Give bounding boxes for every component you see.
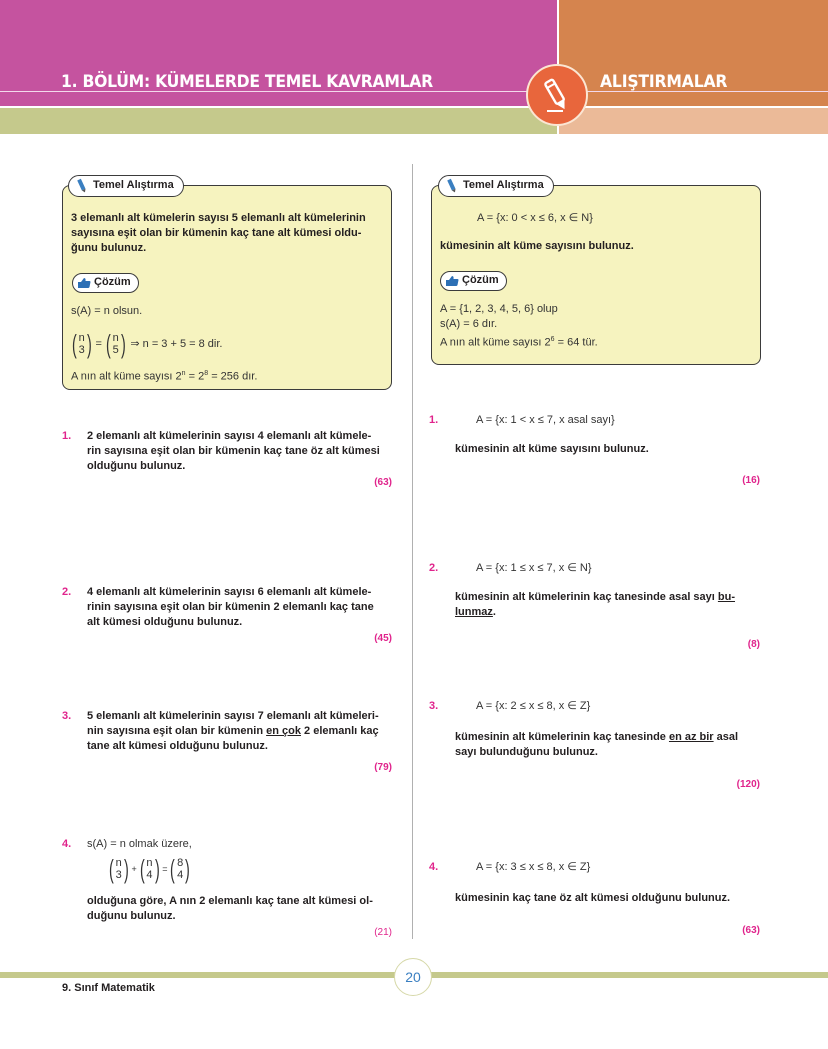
thumbs-up-icon	[445, 275, 459, 287]
pencil-icon	[75, 178, 89, 194]
emphasis-underline: lunmaz	[455, 606, 493, 618]
pencil-badge	[526, 64, 588, 126]
answer-key: (63)	[742, 925, 760, 936]
binomial-equation: ( n 3 ) + ( n 4 ) = ( 8 4 )	[108, 854, 190, 884]
answer-key: (63)	[374, 477, 392, 488]
footer-book-label: 9. Sınıf Matematik	[62, 982, 155, 994]
problem-number: 2.	[62, 586, 72, 598]
problem-number: 1.	[429, 414, 439, 426]
left-example-tag-label: Temel Alıştırma	[93, 179, 174, 191]
pencil-icon	[537, 75, 577, 115]
problem-number: 3.	[62, 710, 72, 722]
emphasis-underline: en az bir	[668, 731, 714, 743]
right-solution-line-1: A = {1, 2, 3, 4, 5, 6} olup	[440, 303, 558, 315]
emphasis-underline: bu-	[717, 591, 736, 603]
answer-key: (16)	[742, 475, 760, 486]
answer-key: (21)	[374, 927, 392, 938]
left-solution-tag	[72, 273, 139, 293]
left-example-question-line-3: ğunu bulunuz.	[71, 242, 147, 254]
right-solution-line-3: A nın alt küme sayısı $2^6 = 64$ tür.	[440, 336, 598, 349]
problem-number: 1.	[62, 430, 72, 442]
binomial: ( n 3 )	[71, 329, 92, 359]
emphasis-underline: en çok	[266, 725, 301, 737]
right-solution-tag	[440, 271, 507, 291]
left-example-question-line-1: 3 elemanlı alt kümelerin sayısı 5 elemanlı alt kümelerinin	[71, 212, 366, 224]
right-example-question: kümesinin alt küme sayısını bulunuz.	[440, 240, 634, 252]
left-example-question-line-2: sayısına eşit olan bir kümenin kaç tane alt kümesi oldu-	[71, 227, 362, 239]
answer-key: (120)	[736, 779, 760, 790]
header-peach-band	[559, 108, 828, 134]
pencil-icon	[445, 178, 459, 194]
page-number: 20	[394, 958, 432, 996]
footer-bar-left	[0, 972, 395, 978]
problem-number: 2.	[429, 562, 439, 574]
right-solution-line-2: s(A) = 6 dır.	[440, 318, 498, 330]
right-solution-label: Çözüm	[462, 274, 499, 286]
left-example-tag	[68, 175, 184, 197]
left-solution-line-3: A nın alt küme sayısı $2^n = 2^8 = 256$ dır.	[71, 370, 258, 383]
problem-number: 4.	[429, 861, 439, 873]
right-example-tag-label: Temel Alıştırma	[463, 179, 544, 191]
column-divider	[412, 164, 413, 939]
left-solution-line-2: ( n 3 ) = ( n 5 ) ⇒ n = 3 + 5 = 8 dir.	[71, 329, 223, 359]
answer-key: (79)	[374, 762, 392, 773]
thumbs-up-icon	[77, 277, 91, 289]
problem-number: 3.	[429, 700, 439, 712]
right-example-tag	[438, 175, 554, 197]
answer-key: (45)	[374, 633, 392, 644]
left-solution-line-1: s(A) = n olsun.	[71, 305, 143, 317]
right-example-set-definition: A = {x: 0 < x ≤ 6, x ∈ N}	[477, 212, 593, 224]
problem-number: 4.	[62, 838, 72, 850]
left-solution-label: Çözüm	[94, 276, 131, 288]
binomial: ( n 5 )	[105, 329, 126, 359]
section-title: ALIŞTIRMALAR	[600, 72, 728, 92]
chapter-title: 1. BÖLÜM: KÜMELERDE TEMEL KAVRAMLAR	[61, 72, 433, 92]
footer-bar-right	[431, 972, 828, 978]
answer-key: (8)	[747, 639, 760, 650]
header-green-band	[0, 108, 557, 134]
